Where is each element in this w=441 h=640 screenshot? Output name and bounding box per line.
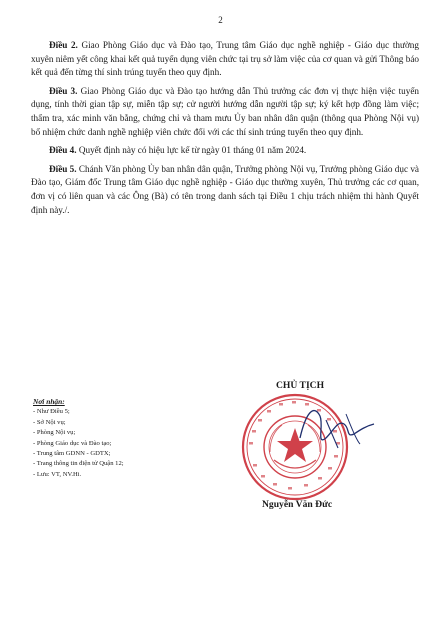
article-4 [31, 144, 419, 158]
article-label: Điều 5. [49, 163, 77, 174]
signature-block [240, 380, 390, 515]
article-text: Giao Phòng Giáo dục và Đào tạo hướng dẫn Thủ trưởng các đơn vị thực hiện việc tuyển dụng, tính thời gian tập sự, miễn tập sự; cử người hướng dẫn người tập sự; ký kết hợp đồng làm việc; thẩm tra, xác minh văn bằng, chứng chỉ và tham mưu Ủy ban nhân dân quận (thông qua Phòng Nội vụ) bổ nhiệm chức danh nghề nghiệp viên chức đối với các thí sinh trúng tuyển theo quy định. [31, 85, 419, 137]
article-3 [31, 85, 419, 139]
article-label: Điều 3. [49, 85, 78, 96]
article-text: Quyết định này có hiệu lực kể từ ngày 01 tháng 01 năm 2024. [76, 145, 307, 156]
recipient-item: - Trung tâm GDNN - GDTX; [33, 450, 111, 458]
article-text: Chánh Văn phòng Ủy ban nhân dân quận, Trưởng phòng Nội vụ, Trưởng phòng Giáo dục và Đào tạo, Giám đốc Trung tâm Giáo dục nghề nghiệp - Giáo dục thường xuyên, Thủ trưởng các cơ quan, đơn vị có liên quan và các Ông (Bà) có tên trong danh sách tại Điều 1 chịu trách nhiệm thi hành Quyết định này./. [31, 163, 419, 215]
article-2 [31, 39, 419, 80]
document-body [31, 39, 419, 222]
recipient-item: - Trang thông tin điện tử Quận 12; [33, 460, 124, 468]
recipient-item: - Sở Nội vụ; [33, 418, 66, 426]
article-text: Giao Phòng Giáo dục và Đào tạo, Trung tâm Giáo dục nghề nghiệp - Giáo dục thường xuyên niêm yết công khai kết quả tuyển dụng viên chức tại trụ sở làm việc của cơ quan và gửi Thông báo kết quả đến từng thí sinh trúng tuyển theo quy định. [31, 40, 419, 78]
page-number: 2 [218, 15, 223, 25]
article-label: Điều 4. [49, 145, 77, 156]
signer-name: Nguyễn Văn Đức [262, 499, 333, 510]
article-label: Điều 2. [49, 40, 78, 50]
recipient-item: - Phòng Nội vụ; [33, 429, 76, 437]
handwritten-signature-icon [240, 380, 390, 490]
recipients-block [33, 397, 233, 480]
recipient-item: - Phòng Giáo dục và Đào tạo; [33, 439, 112, 447]
signer-title: CHỦ TỊCH [276, 380, 325, 391]
recipients-title: Nơi nhận: [33, 397, 65, 406]
recipient-item: - Như Điều 5; [33, 408, 70, 416]
article-5 [31, 163, 419, 217]
recipient-item: - Lưu: VT, NV.Hi. [33, 470, 82, 478]
